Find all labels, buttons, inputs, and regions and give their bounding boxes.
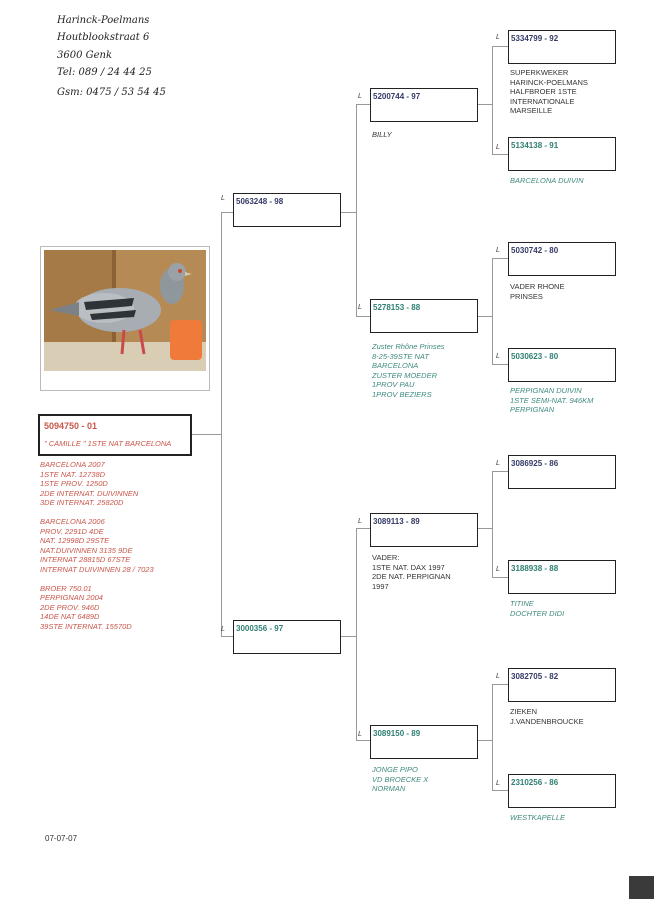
- note-line: VADER RHONE: [510, 282, 565, 291]
- scan-edge: [629, 876, 654, 899]
- connector: [492, 364, 508, 365]
- sds-box: [508, 242, 616, 276]
- sdd-box: [508, 348, 616, 382]
- result-line: NAT.DUIVINNEN 3135 9DE: [40, 545, 133, 555]
- dsd-notes: [510, 599, 564, 618]
- result-line: [40, 508, 154, 518]
- ssd-notes: [510, 176, 584, 186]
- ds-notes: [372, 553, 451, 591]
- dd-mark: L: [358, 731, 362, 738]
- sss-notes: [510, 68, 588, 116]
- connector: [478, 104, 492, 105]
- connector: [492, 471, 508, 472]
- note-line: SUPERKWEKER: [510, 68, 569, 77]
- result-line: 1STE NAT. 12738D: [40, 469, 106, 479]
- connector: [478, 740, 492, 741]
- dam-box: [233, 620, 341, 654]
- connector: [478, 316, 492, 317]
- note-line: 1PROV PAU: [372, 380, 415, 389]
- breeder-mobile: Gsm: 0475 / 53 54 45: [57, 87, 166, 98]
- ssd-ring: 5134138 - 91: [511, 141, 559, 150]
- connector: [192, 434, 222, 435]
- dss-box: [508, 455, 616, 489]
- sdd-mark: L: [496, 353, 500, 360]
- connector: [492, 684, 493, 790]
- result-line: NAT. 12998D 29STE: [40, 536, 110, 545]
- note-line: PRINSES: [510, 291, 543, 301]
- ddd-box: [508, 774, 616, 808]
- result-line: 1STE PROV. 1250D: [40, 479, 108, 488]
- sire-ring: 5063248 - 98: [236, 197, 284, 206]
- sd-box: [370, 299, 478, 333]
- pigeon-photo: [40, 246, 210, 391]
- sire-mark: L: [221, 195, 225, 202]
- note-line: PERPIGNAN DUIVIN: [510, 386, 582, 395]
- ddd-ring: 2310256 - 86: [511, 778, 559, 787]
- result-line: BARCELONA 2007: [40, 460, 105, 469]
- sire-box: [233, 193, 341, 227]
- result-line: 3DE INTERNAT. 25820D: [40, 498, 124, 507]
- connector: [492, 577, 508, 578]
- sds-mark: L: [496, 247, 500, 254]
- dds-box: [508, 668, 616, 702]
- dds-ring: 3082705 - 82: [511, 672, 559, 681]
- note-line: TITINE: [510, 599, 534, 608]
- connector: [478, 528, 492, 529]
- connector: [492, 258, 493, 364]
- ddd-notes: [510, 813, 565, 823]
- dsd-box: [508, 560, 616, 594]
- sds-ring: 5030742 - 80: [511, 246, 559, 255]
- result-line: [40, 574, 154, 584]
- print-date: 07-07-07: [45, 834, 78, 843]
- note-line: PERPIGNAN: [510, 405, 555, 414]
- connector: [356, 740, 370, 741]
- sd-mark: L: [358, 304, 362, 311]
- ss-box: [370, 88, 478, 122]
- note-line: MARSEILLE: [510, 106, 553, 115]
- connector: [356, 528, 370, 529]
- note-line: 8-25-39STE NAT: [372, 351, 429, 361]
- main-bird-results: [40, 460, 154, 631]
- main-bird-box: [38, 414, 192, 456]
- note-line: BARCELONA DUIVIN: [510, 176, 584, 185]
- sdd-ring: 5030623 - 80: [511, 352, 559, 361]
- dd-box: [370, 725, 478, 759]
- sdd-notes: [510, 386, 593, 415]
- result-line: INTERNAT DUIVINNEN 28 / 7023: [40, 564, 154, 574]
- note-line: INTERNATIONALE: [510, 96, 575, 106]
- note-line: HARINCK-POELMANS: [510, 77, 588, 87]
- sss-ring: 5334799 - 92: [511, 34, 559, 43]
- dd-notes: [372, 765, 428, 794]
- sss-box: [508, 30, 616, 64]
- note-line: ZUSTER MOEDER: [372, 370, 438, 380]
- main-bird-ring: 5094750 - 01: [44, 421, 98, 431]
- note-line: NORMAN: [372, 784, 406, 793]
- dss-ring: 3086925 - 86: [511, 459, 559, 468]
- result-line: BROER 750.01: [40, 583, 92, 593]
- dam-mark: L: [221, 626, 225, 633]
- note-line: WESTKAPELLE: [510, 813, 566, 822]
- connector: [221, 212, 222, 636]
- breeder-street: Houtblookstraat 6: [57, 32, 150, 43]
- dsd-mark: L: [496, 566, 500, 573]
- note-line: HALFBROER 1STE: [510, 87, 577, 96]
- result-line: 2DE PROV. 946D: [40, 602, 100, 612]
- ddd-mark: L: [496, 780, 500, 787]
- note-line: BILLY: [372, 130, 392, 139]
- note-line: 1997: [372, 581, 389, 591]
- ss-mark: L: [358, 93, 362, 100]
- connector: [356, 104, 370, 105]
- connector: [492, 471, 493, 577]
- sds-notes: [510, 282, 564, 301]
- result-line: INTERNAT 28815D 67STE: [40, 555, 131, 564]
- ssd-box: [508, 137, 616, 171]
- note-line: JONGE PIPO: [372, 765, 418, 774]
- connector: [492, 46, 493, 154]
- dds-mark: L: [496, 673, 500, 680]
- breeder-name: Harinck-Poelmans: [57, 15, 150, 26]
- dam-ring: 3000356 - 97: [236, 624, 284, 633]
- connector: [492, 46, 508, 47]
- note-line: J.VANDENBROUCKE: [510, 716, 584, 726]
- sd-ring: 5278153 - 88: [373, 303, 421, 312]
- result-line: 14DE NAT 6489D: [40, 612, 100, 621]
- result-line: PROV. 2291D 4DE: [40, 526, 104, 536]
- ss-ring: 5200744 - 97: [373, 92, 421, 101]
- result-line: PERPIGNAN 2004: [40, 593, 103, 602]
- result-line: BARCELONA 2006: [40, 517, 105, 526]
- dsd-ring: 3188938 - 88: [511, 564, 559, 573]
- connector: [492, 154, 508, 155]
- connector: [340, 212, 356, 213]
- pigeon-image: [44, 250, 206, 371]
- note-line: Zuster Rhône Prinses: [372, 342, 445, 351]
- ds-mark: L: [358, 518, 362, 525]
- note-line: DOCHTER DIDI: [510, 608, 565, 618]
- dd-ring: 3089150 - 89: [373, 729, 421, 738]
- ss-notes: [372, 130, 392, 140]
- result-line: 2DE INTERNAT. DUIVINNEN: [40, 488, 139, 498]
- note-line: VD BROECKE X: [372, 774, 429, 784]
- breeder-city: 3600 Genk: [57, 50, 113, 61]
- connector: [492, 684, 508, 685]
- connector: [221, 636, 233, 637]
- note-line: 1STE NAT. DAX 1997: [372, 562, 445, 572]
- connector: [356, 316, 370, 317]
- breeder-phone: Tel: 089 / 24 44 25: [57, 67, 152, 78]
- connector: [492, 790, 508, 791]
- sss-mark: L: [496, 34, 500, 41]
- connector: [340, 636, 356, 637]
- main-bird-name: " CAMILLE " 1STE NAT BARCELONA: [44, 439, 172, 448]
- sd-notes: [372, 342, 445, 399]
- note-line: ZIEKEN: [510, 707, 538, 716]
- ssd-mark: L: [496, 144, 500, 151]
- ds-ring: 3089113 - 89: [373, 517, 420, 526]
- note-line: BARCELONA: [372, 361, 419, 370]
- note-line: 1PROV BEZIERS: [372, 389, 432, 399]
- dds-notes: [510, 707, 584, 726]
- note-line: VADER:: [372, 553, 400, 562]
- connector: [221, 212, 233, 213]
- note-line: 1STE SEMI-NAT. 946KM: [510, 395, 594, 405]
- result-line: 39STE INTERNAT. 15570D: [40, 621, 132, 631]
- connector: [356, 528, 357, 740]
- dss-mark: L: [496, 460, 500, 467]
- connector: [356, 104, 357, 316]
- ds-box: [370, 513, 478, 547]
- connector: [492, 258, 508, 259]
- note-line: 2DE NAT. PERPIGNAN: [372, 572, 451, 581]
